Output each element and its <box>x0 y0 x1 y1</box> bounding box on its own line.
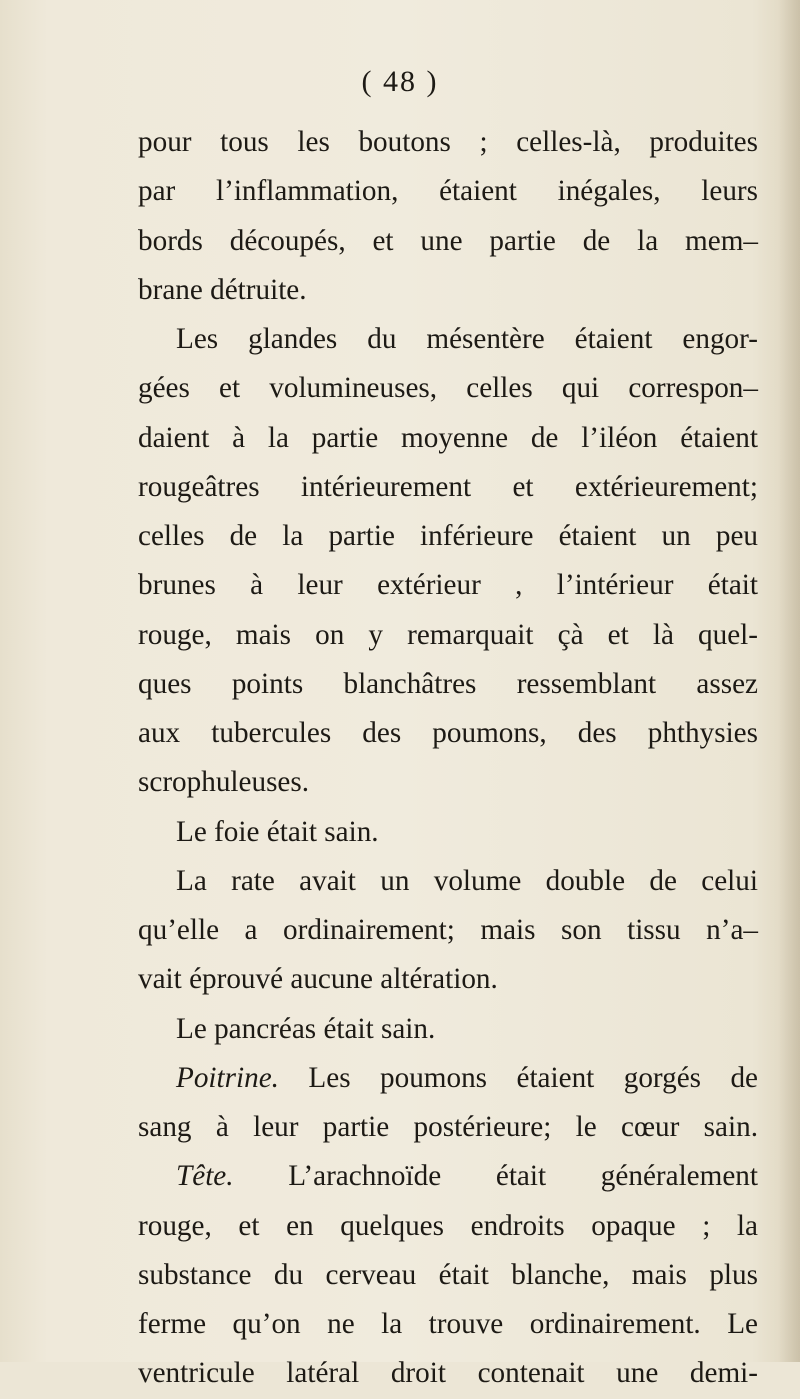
text-line: Le pancréas était sain. <box>176 1012 436 1045</box>
text-line: qu’elle a ordinairement; mais son tissu n’a– <box>138 914 758 946</box>
section-heading-tete: Tête. <box>176 1160 234 1193</box>
text-line: vait éprouvé aucune altération. <box>138 963 498 996</box>
text-line: brane détruite. <box>138 273 307 306</box>
text-line: Les glandes du mésentère étaient engor- <box>176 323 758 355</box>
page-edge-shadow <box>778 0 800 1362</box>
text-line: bords découpés, et une partie de la mem– <box>138 224 758 257</box>
text-line: gées et volumineuses, celles qui correspon– <box>138 372 758 405</box>
text-line <box>138 1054 758 1103</box>
text-line: celles de la partie inférieure étaient un peu <box>138 520 758 552</box>
text-line: La rate avait un volume double de celui <box>176 864 758 897</box>
text-line: Le foie était sain. <box>176 815 379 848</box>
section-heading-poitrine: Poitrine. <box>176 1061 279 1094</box>
text-line: par l’inflammation, étaient inégales, leurs <box>138 175 758 208</box>
text-line: rouge, mais on y remarquait çà et là quel- <box>138 618 758 651</box>
text-line: brunes à leur extérieur , l’intérieur était <box>138 569 758 602</box>
text-line: ques points blanchâtres ressemblant assez <box>138 667 758 700</box>
text-run: L’arachnoïde était généralement <box>288 1160 758 1193</box>
text-line: aux tubercules des poumons, des phthysies <box>138 717 758 749</box>
text-line: daient à la partie moyenne de l’iléon étaient <box>138 421 758 454</box>
text-line: scrophuleuses. <box>138 766 310 799</box>
body-text <box>138 118 758 1399</box>
text-line <box>138 1152 758 1201</box>
page-number: ( 48 ) <box>361 65 439 98</box>
text-line: ferme qu’on ne la trouve ordinairement. Le <box>138 1308 758 1340</box>
text-line: rouge, et en quelques endroits opaque ; la <box>138 1209 758 1242</box>
text-line: ventricule latéral droit contenait une demi- <box>138 1357 758 1390</box>
text-run: Les poumons étaient gorgés de <box>308 1061 759 1094</box>
text-line: pour tous les boutons ; celles-là, produites <box>138 126 758 158</box>
text-line: sang à leur partie postérieure; le cœur sain. <box>138 1111 758 1143</box>
text-line: substance du cerveau était blanche, mais plus <box>138 1258 758 1291</box>
text-line: rougeâtres intérieurement et extérieurement; <box>138 470 758 503</box>
